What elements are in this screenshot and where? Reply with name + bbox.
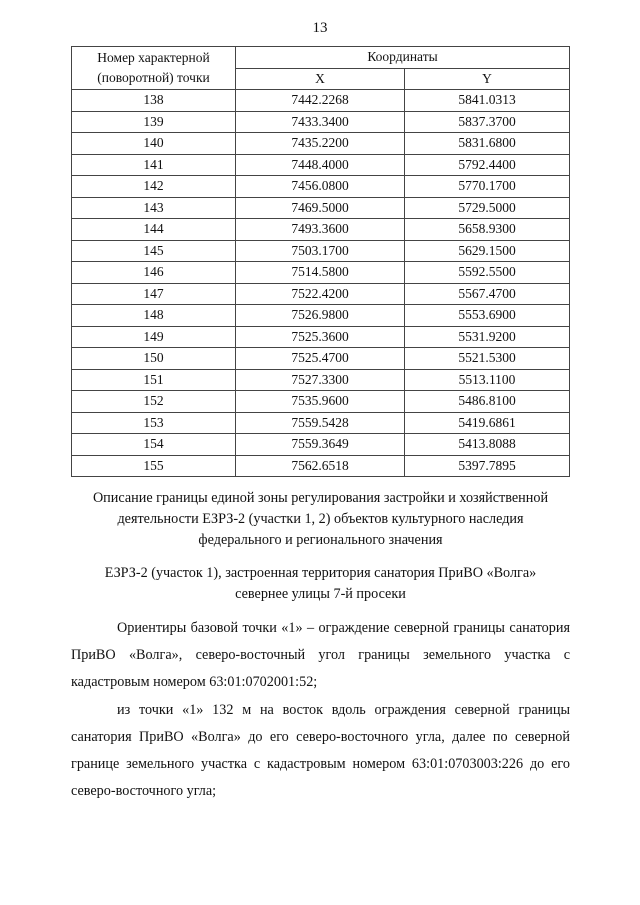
x-coordinate-cell: 7562.6518 [236, 455, 405, 477]
paragraph-base-point [71, 615, 570, 696]
section-subheading-line1: ЕЗРЗ-2 (участок 1), застроенная территория санатория ПриВО «Волга» [104, 565, 537, 581]
table-row [72, 369, 570, 391]
y-coordinate-cell: 5553.6900 [405, 305, 570, 327]
table-row [72, 305, 570, 327]
x-coordinate-cell: 7456.0800 [236, 176, 405, 198]
section-subheading [71, 563, 570, 605]
y-coordinate-cell: 5770.1700 [405, 176, 570, 198]
point-number-cell: 142 [72, 176, 236, 198]
x-coordinate-cell: 7435.2200 [236, 133, 405, 155]
x-coordinate-cell: 7503.1700 [236, 240, 405, 262]
y-coordinate-cell: 5831.6800 [405, 133, 570, 155]
paragraph-text: из точки «1» 132 м на восток вдоль ограждения северной границы санатория ПриВО «Волга» до его северо-восточного угла, далее по северной границе земельного участка с кадастровым номером 63:01:0703003:226 до его северо-восточного угла; [71, 702, 570, 799]
point-number-cell: 154 [72, 434, 236, 456]
table-row [72, 240, 570, 262]
x-coordinate-cell: 7514.5800 [236, 262, 405, 284]
point-number-cell: 149 [72, 326, 236, 348]
table-row [72, 176, 570, 198]
y-coordinate-cell: 5592.5500 [405, 262, 570, 284]
header-coordinates: Координаты [236, 47, 570, 69]
point-number-cell: 147 [72, 283, 236, 305]
y-coordinate-cell: 5792.4400 [405, 154, 570, 176]
point-number-cell: 150 [72, 348, 236, 370]
table-row [72, 262, 570, 284]
section-heading-line3: федерального и регионального значения [198, 532, 443, 548]
table-row [72, 90, 570, 112]
x-coordinate-cell: 7442.2268 [236, 90, 405, 112]
paragraph-text: Ориентиры базовой точки «1» – ограждение северной границы санатория ПриВО «Волга», северо-восточный угол границы земельного участка с кадастровым номером 63:01:0702001:52; [71, 620, 570, 690]
table-row [72, 111, 570, 133]
table-row [72, 455, 570, 477]
table-row [72, 348, 570, 370]
point-number-cell: 152 [72, 391, 236, 413]
table-row [72, 197, 570, 219]
header-point-line2: (поворотной) точки [97, 70, 210, 85]
y-coordinate-cell: 5629.1500 [405, 240, 570, 262]
section-subheading-line2: севернее улицы 7-й просеки [235, 586, 406, 602]
table-row [72, 219, 570, 241]
x-coordinate-cell: 7559.3649 [236, 434, 405, 456]
table-row [72, 283, 570, 305]
y-coordinate-cell: 5521.5300 [405, 348, 570, 370]
point-number-cell: 148 [72, 305, 236, 327]
y-coordinate-cell: 5513.1100 [405, 369, 570, 391]
x-coordinate-cell: 7448.4000 [236, 154, 405, 176]
y-coordinate-cell: 5837.3700 [405, 111, 570, 133]
y-coordinate-cell: 5531.9200 [405, 326, 570, 348]
section-heading [71, 488, 570, 551]
y-coordinate-cell: 5413.8088 [405, 434, 570, 456]
table-row [72, 391, 570, 413]
point-number-cell: 140 [72, 133, 236, 155]
y-coordinate-cell: 5486.8100 [405, 391, 570, 413]
table-row [72, 412, 570, 434]
x-coordinate-cell: 7535.9600 [236, 391, 405, 413]
x-coordinate-cell: 7525.4700 [236, 348, 405, 370]
point-number-cell: 141 [72, 154, 236, 176]
table-row [72, 434, 570, 456]
x-coordinate-cell: 7559.5428 [236, 412, 405, 434]
section-heading-line2: деятельности ЕЗРЗ-2 (участки 1, 2) объектов культурного наследия [117, 511, 524, 527]
section-heading-line1: Описание границы единой зоны регулирования застройки и хозяйственной [92, 490, 549, 506]
point-number-cell: 151 [72, 369, 236, 391]
coordinates-table [71, 46, 570, 477]
y-coordinate-cell: 5841.0313 [405, 90, 570, 112]
page-number: 13 [312, 20, 328, 36]
x-coordinate-cell: 7526.9800 [236, 305, 405, 327]
point-number-cell: 144 [72, 219, 236, 241]
point-number-cell: 145 [72, 240, 236, 262]
y-coordinate-cell: 5567.4700 [405, 283, 570, 305]
x-coordinate-cell: 7433.3400 [236, 111, 405, 133]
header-x: X [236, 68, 405, 90]
y-coordinate-cell: 5729.5000 [405, 197, 570, 219]
point-number-cell: 146 [72, 262, 236, 284]
header-point-number [72, 47, 236, 90]
x-coordinate-cell: 7527.3300 [236, 369, 405, 391]
point-number-cell: 153 [72, 412, 236, 434]
header-y: Y [405, 68, 570, 90]
x-coordinate-cell: 7522.4200 [236, 283, 405, 305]
point-number-cell: 143 [72, 197, 236, 219]
header-point-line1: Номер характерной [97, 49, 210, 65]
table-row [72, 133, 570, 155]
y-coordinate-cell: 5397.7895 [405, 455, 570, 477]
y-coordinate-cell: 5419.6861 [405, 412, 570, 434]
x-coordinate-cell: 7493.3600 [236, 219, 405, 241]
paragraph-route [71, 697, 570, 805]
point-number-cell: 139 [72, 111, 236, 133]
point-number-cell: 138 [72, 90, 236, 112]
table-row [72, 154, 570, 176]
y-coordinate-cell: 5658.9300 [405, 219, 570, 241]
table-row [72, 326, 570, 348]
x-coordinate-cell: 7469.5000 [236, 197, 405, 219]
table-body [72, 90, 570, 477]
x-coordinate-cell: 7525.3600 [236, 326, 405, 348]
point-number-cell: 155 [72, 455, 236, 477]
